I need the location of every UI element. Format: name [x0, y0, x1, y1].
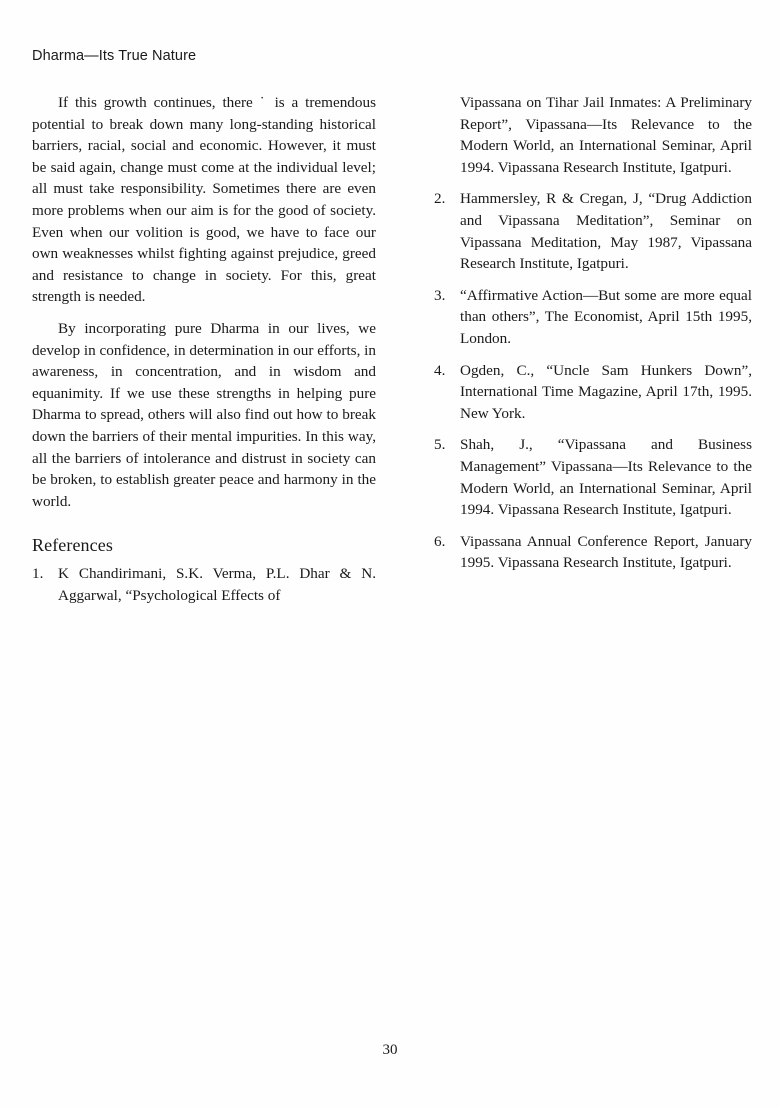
reference-text: Hammersley, R & Cregan, J, “Drug Addiction and Vipassana Meditation”, Seminar on Vipassana Meditation, May 1987, Vipassana Research Institute, Igatpuri.: [460, 190, 752, 273]
reference-item-1: [32, 563, 376, 606]
reference-item-6: [434, 531, 752, 574]
reference-item-1-continued: Vipassana on Tihar Jail Inmates: A Preliminary Report”, Vipassana—Its Relevance to the Modern World, an International Seminar, April 1994. Vipassana Research Institute, Igatpuri.: [460, 94, 752, 176]
reference-text: K Chandirimani, S.K. Verma, P.L. Dhar & N. Aggarwal, “Psychological Effects of: [58, 565, 376, 604]
reference-number: 6.: [434, 532, 446, 550]
reference-text: “Affirmative Action—But some are more equal than others”, The Economist, April 15th 1995, London.: [460, 286, 752, 347]
body-paragraph-2: By incorporating pure Dharma in our lives, we develop in confidence, in determination in our efforts, in awareness, in concentration, and in wisdom and equanimity. If we use these strengths in helping pure Dharma to spread, others will also find out how to break down the barriers of their mental impurities. In this way, all the barriers of intolerance and distrust in society can be broken, to establish greater peace and harmony in the world.: [32, 319, 376, 510]
right-column: [434, 92, 752, 574]
reference-number: 4.: [434, 361, 446, 379]
reference-item-2: [434, 188, 752, 274]
reference-list-right: [434, 188, 752, 574]
reference-number: 1.: [32, 565, 44, 583]
reference-number: 2.: [434, 190, 446, 208]
reference-item-3: [434, 285, 752, 350]
reference-item-4: [434, 360, 752, 425]
reference-text: Shah, J., “Vipassana and Business Management” Vipassana—Its Relevance to the Modern World, an International Seminar, April 1994. Vipassana Research Institute, Igatpuri.: [460, 436, 752, 519]
reference-text: Vipassana Annual Conference Report, January 1995. Vipassana Research Institute, Igatpuri.: [460, 532, 752, 572]
reference-item-5: [434, 434, 752, 520]
references-heading: References: [32, 535, 113, 556]
running-header-title: Dharma—Its True Nature: [32, 48, 197, 64]
reference-number: 5.: [434, 436, 446, 454]
reference-number: 3.: [434, 286, 446, 304]
reference-text: Ogden, C., “Uncle Sam Hunkers Down”, International Time Magazine, April 17th, 1995. New York.: [460, 361, 752, 422]
left-column: [32, 92, 376, 606]
page-number: 30: [382, 1042, 398, 1058]
body-paragraph-1: If this growth continues, there ˙ is a tremendous potential to break down many long-standing historical barriers, racial, social and economic. However, it must be said again, change must come at the individual level; all must take responsibility. Sometimes there are even more problems when our aim is for the good of society. Even when our volition is good, we have to face our own weaknesses whilst fighting against prejudice, greed and resistance to change in society. For this, great strength is needed.: [32, 94, 376, 306]
reference-list-left: [32, 563, 376, 606]
